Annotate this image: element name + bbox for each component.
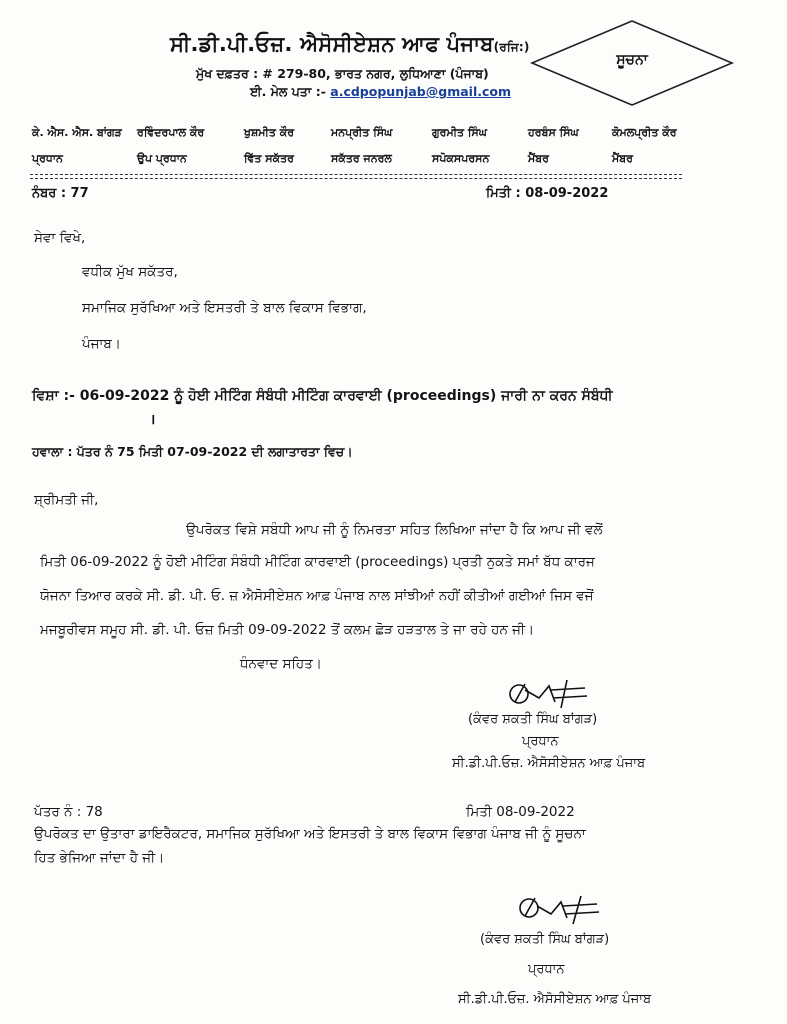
officer-4: [331, 120, 392, 172]
endorsement-line: ਹਿਤ ਭੇਜਿਆ ਜਾਂਦਾ ਹੈ ਜੀ।: [34, 850, 165, 866]
officer-5: [432, 120, 489, 172]
closing: ਧੰਨਵਾਦ ਸਹਿਤ।: [240, 656, 322, 672]
officer-role: ਸਕੱਤਰ ਜਨਰਲ: [331, 152, 392, 165]
officer-6: [528, 120, 579, 172]
officer-name: ਹਰਬੰਸ ਸਿੰਘ: [528, 126, 579, 139]
signatory-org: ਸੀ.ਡੀ.ਪੀ.ਓਜ਼. ਐਸੋਸੀਏਸ਼ਨ ਆਫ਼ ਪੰਜਾਬ: [452, 756, 646, 771]
endorsement-signatory-org: ਸੀ.ਡੀ.ਪੀ.ਓਜ਼. ਐਸੋਸੀਏਸ਼ਨ ਆਫ਼ ਪੰਜਾਬ: [458, 992, 652, 1007]
notice-diamond: [528, 18, 736, 108]
officer-name: ਮਨਪ੍ਰੀਤ ਸਿੰਘ: [331, 126, 393, 139]
salutation-to: ਸੇਵਾ ਵਿਖੇ,: [34, 230, 86, 246]
recipient-line: ਪੰਜਾਬ।: [82, 336, 121, 352]
divider-bottom: [30, 178, 682, 179]
endorsement-line: ਉਪਰੋਕਤ ਦਾ ਉਤਾਰਾ ਡਾਇਰੈਕਟਰ, ਸਮਾਜਿਕ ਸੁਰੱਖਿਆ ਅਤੇ ਇਸਤਰੀ ਤੇ ਬਾਲ ਵਿਕਾਸ ਵਿਭਾਗ ਪੰਜਾਬ ਜੀ ਨੂੰ ਸੂਚਨਾ: [34, 826, 586, 842]
body-line: ਮਿਤੀ 06-09-2022 ਨੂੰ ਹੋਈ ਮੀਟਿੰਗ ਸੰਬੰਧੀ ਮੀਟਿੰਗ ਕਾਰਵਾਈ (proceedings) ਪ੍ਰਤੀ ਨੁਕਤੇ ਸਮਾਂ ਬੱਧ ਕਾਰਜ: [40, 554, 595, 570]
officer-role: ਵਿੱਤ ਸਕੱਤਰ: [244, 152, 294, 165]
officer-role: ਮੈਂਬਰ: [528, 152, 549, 165]
body-line: ਉਪਰੋਕਤ ਵਿਸ਼ੇ ਸਬੰਧੀ ਆਪ ਜੀ ਨੂੰ ਨਿਮਰਤਾ ਸਹਿਤ ਲਿਖਿਆ ਜਾਂਦਾ ਹੈ ਕਿ ਆਪ ਜੀ ਵਲੋਂ: [186, 522, 603, 538]
org-name: ਸੀ.ਡੀ.ਪੀ.ਓਜ਼. ਐਸੋਸੀਏਸ਼ਨ ਆਫ ਪੰਜਾਬ: [170, 32, 494, 56]
subject-line: ਵਿਸ਼ਾ :- 06-09-2022 ਨੂੰ ਹੋਈ ਮੀਟਿੰਗ ਸੰਬੰਧੀ ਮੀਟਿੰਗ ਕਾਰਵਾਈ (proceedings) ਜਾਰੀ ਨਾ ਕਰਨ ਸੰਬੰਧੀ: [32, 388, 613, 404]
officer-name: ਕੋਮਲਪ੍ਰੀਤ ਕੌਰ: [612, 126, 677, 139]
body-line: ਯੋਜਨਾ ਤਿਆਰ ਕਰਕੇ ਸੀ. ਡੀ. ਪੀ. ਓ. ਜ਼ ਐਸੋਸੀਏਸ਼ਨ ਆਫ਼ ਪੰਜਾਬ ਨਾਲ ਸਾਂਝੀਆਂ ਨਹੀਂ ਕੀਤੀਆਂ ਗਈਆਂ ਜਿਸ ਵਜੋਂ: [40, 588, 594, 604]
endorsement-number: ਪੱਤਰ ਨੰ : 78: [34, 804, 103, 820]
officer-role: ਪ੍ਰਧਾਨ: [32, 152, 63, 165]
signatory-role: ਪ੍ਰਧਾਨ: [522, 734, 559, 749]
registered-mark: (ਰਜਿ:): [493, 40, 530, 54]
subject-end: ।: [150, 412, 156, 428]
officer-2: [137, 120, 204, 172]
notice-label: ਸੂਚਨਾ: [616, 52, 648, 68]
letter-number: ਨੰਬਰ : 77: [32, 186, 89, 201]
officer-name: ਖੁਸ਼ਮੀਤ ਕੌਰ: [244, 126, 295, 139]
signature-1: [505, 676, 595, 712]
org-title: [170, 32, 530, 57]
endorsement-signatory-role: ਪ੍ਰਧਾਨ: [528, 962, 565, 977]
recipient-line: ਵਧੀਕ ਮੁੱਖ ਸਕੱਤਰ,: [82, 264, 178, 280]
greeting: ਸ਼੍ਰੀਮਤੀ ਜੀ,: [34, 492, 99, 508]
email-row: [250, 84, 511, 100]
officer-3: [244, 120, 294, 172]
officer-7: [612, 120, 677, 172]
signature-2: [515, 892, 605, 928]
officer-1: [32, 120, 122, 172]
email-link[interactable]: a.cdpopunjab@gmail.com: [330, 84, 512, 99]
officer-name: ਗੁਰਮੀਤ ਸਿੰਘ: [432, 126, 487, 139]
officer-role: ਸਪੋਕਸਪਰਸਨ: [432, 152, 490, 165]
divider-top: [30, 174, 682, 175]
reference-line: ਹਵਾਲਾ : ਪੱਤਰ ਨੰ 75 ਮਿਤੀ 07-09-2022 ਦੀ ਲਗਾਤਾਰਤਾ ਵਿਚ।: [32, 444, 353, 459]
signatory-name: (ਕੰਵਰ ਸ਼ਕਤੀ ਸਿੰਘ ਬਾਂਗੜ): [468, 712, 598, 727]
officer-role: ਮੈਂਬਰ: [612, 152, 633, 165]
body-line: ਮਜਬੂਰੀਵਸ ਸਮੂਹ ਸੀ. ਡੀ. ਪੀ. ਓਜ਼ ਮਿਤੀ 09-09-2022 ਤੋਂ ਕਲਮ ਛੋੜ ਹੜਤਾਲ ਤੇ ਜਾ ਰਹੇ ਹਨ ਜੀ।: [40, 622, 535, 638]
endorsement-date: ਮਿਤੀ 08-09-2022: [466, 804, 575, 820]
endorsement-signatory-name: (ਕੰਵਰ ਸ਼ਕਤੀ ਸਿੰਘ ਬਾਂਗੜ): [480, 932, 610, 947]
org-address: ਮੁੱਖ ਦਫ਼ਤਰ : # 279-80, ਭਾਰਤ ਨਗਰ, ਲੁਧਿਆਣਾ (ਪੰਜਾਬ): [196, 66, 489, 81]
email-label: ਈ. ਮੇਲ ਪਤਾ :-: [250, 84, 326, 99]
officer-name: ਕੇ. ਐਸ. ਐਸ. ਬਾਂਗੜ: [32, 126, 122, 139]
recipient-line: ਸਮਾਜਿਕ ਸੁਰੱਖਿਆ ਅਤੇ ਇਸਤਰੀ ਤੇ ਬਾਲ ਵਿਕਾਸ ਵਿਭਾਗ,: [82, 300, 367, 316]
officer-name: ਰਵਿੰਦਰਪਾਲ ਕੌਰ: [137, 126, 205, 139]
letter-date: ਮਿਤੀ : 08-09-2022: [486, 186, 609, 201]
officer-role: ਉਪ ਪ੍ਰਧਾਨ: [137, 152, 187, 165]
